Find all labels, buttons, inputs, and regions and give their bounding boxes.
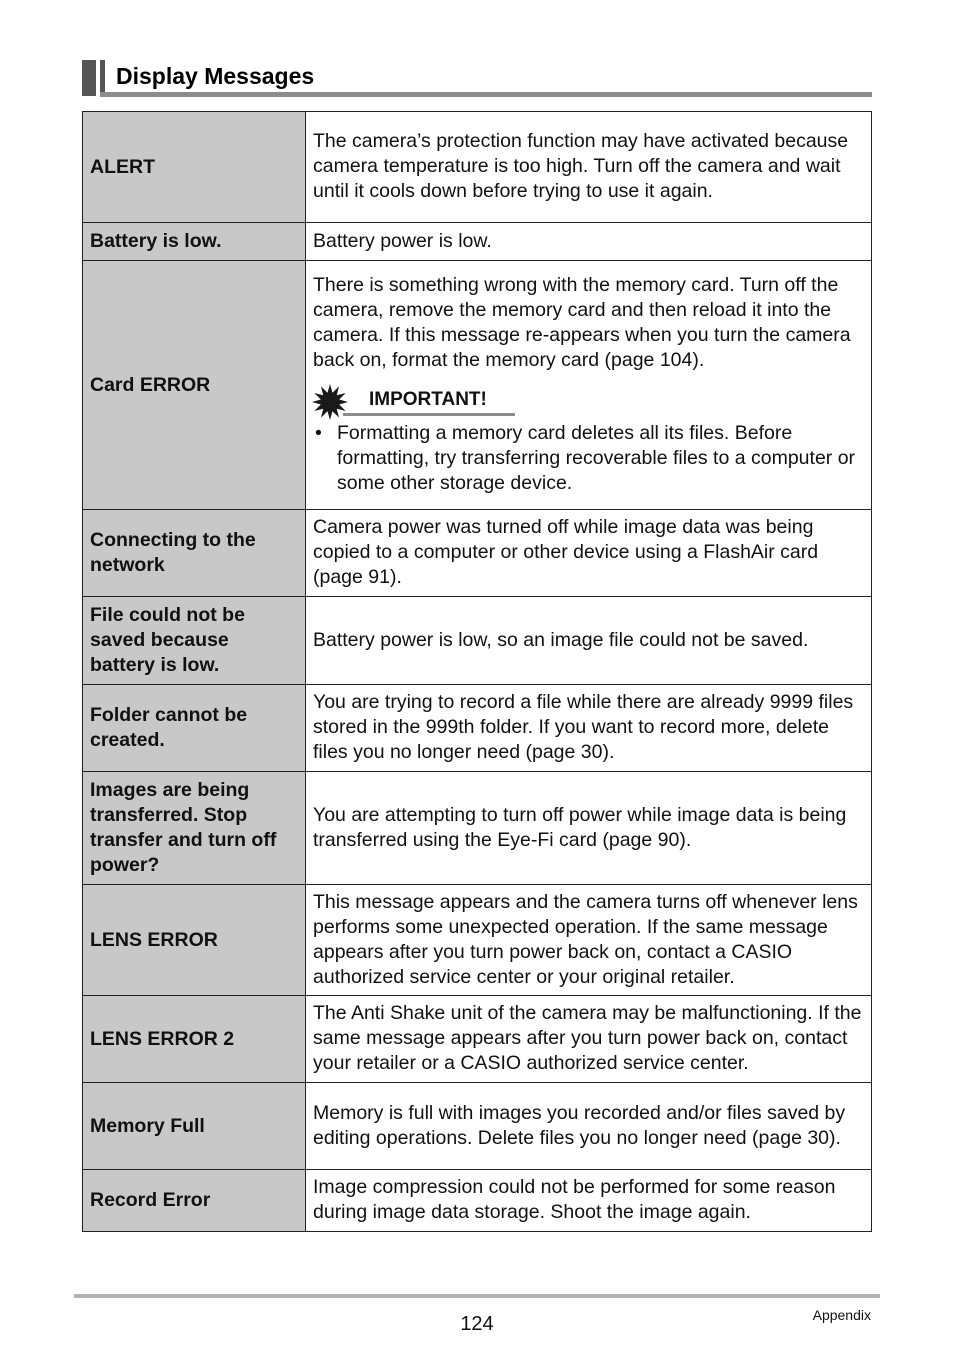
bullet-marker: • xyxy=(315,422,322,444)
message-name: LENS ERROR 2 xyxy=(83,996,306,1083)
message-name: Images are being transferred. Stop transfer and turn off power? xyxy=(83,772,306,885)
message-description: Memory is full with images you recorded and/or files saved by editing operations. Delete files you no longer need (page 30). xyxy=(306,1083,872,1170)
table-row xyxy=(83,510,872,597)
important-callout xyxy=(313,385,864,419)
table-row xyxy=(83,1083,872,1170)
message-name: Battery is low. xyxy=(83,223,306,261)
header-bar-marker-thin xyxy=(100,60,105,96)
table-row xyxy=(83,261,872,510)
table-row xyxy=(83,685,872,772)
message-name: Connecting to the network xyxy=(83,510,306,597)
table-row xyxy=(83,223,872,261)
section-header xyxy=(82,58,872,98)
footer-section-label: Appendix xyxy=(812,1307,871,1323)
message-description: Camera power was turned off while image data was being copied to a computer or other device using a FlashAir card (page 91). xyxy=(306,510,872,597)
section-title: Display Messages xyxy=(116,63,315,89)
message-description: There is something wrong with the memory card. Turn off the camera, remove the memory card and then reload it into the camera. If this message re-appears when you turn the camera back on, format the memory card (page 104). xyxy=(313,274,851,371)
important-underline xyxy=(343,413,515,416)
table-row xyxy=(83,996,872,1083)
section-title-underline xyxy=(100,92,872,97)
table-row xyxy=(83,885,872,996)
message-description: The Anti Shake unit of the camera may be malfunctioning. If the same message appears after you turn power back on, contact your retailer or a CASIO authorized service center. xyxy=(306,996,872,1083)
message-description: You are trying to record a file while there are already 9999 files stored in the 999th folder. If you want to record more, delete files you no longer need (page 30). xyxy=(306,685,872,772)
message-description: Image compression could not be performed for some reason during image data storage. Shoot the image again. xyxy=(306,1170,872,1232)
important-bullet xyxy=(313,421,864,496)
message-name: Record Error xyxy=(83,1170,306,1232)
table-row xyxy=(83,112,872,223)
message-name: LENS ERROR xyxy=(83,885,306,996)
table-row xyxy=(83,772,872,885)
header-bar-marker xyxy=(82,60,96,96)
bullet-text: Formatting a memory card deletes all its files. Before formatting, try transferring recoverable files to a computer or some other storage device. xyxy=(337,422,856,494)
message-description-cell xyxy=(306,261,872,510)
page-number: 124 xyxy=(460,1313,494,1335)
message-description: Battery power is low, so an image file could not be saved. xyxy=(306,597,872,685)
table-row xyxy=(83,597,872,685)
footer-rule xyxy=(74,1294,880,1298)
display-messages-table xyxy=(82,111,872,1232)
message-description: The camera’s protection function may have activated because camera temperature is too high. Turn off the camera and wait until it cools down before trying to use it again. xyxy=(306,112,872,223)
message-name: File could not be saved because battery is low. xyxy=(83,597,306,685)
message-name: ALERT xyxy=(83,112,306,223)
message-name: Card ERROR xyxy=(83,261,306,510)
message-name: Folder cannot be created. xyxy=(83,685,306,772)
message-description: Battery power is low. xyxy=(306,223,872,261)
table-row xyxy=(83,1170,872,1232)
important-label: IMPORTANT! xyxy=(369,389,487,410)
message-name: Memory Full xyxy=(83,1083,306,1170)
message-description: This message appears and the camera turns off whenever lens performs some unexpected operation. If the same message appears after you turn power back on, contact a CASIO authorized service center or your original retailer. xyxy=(306,885,872,996)
message-description: You are attempting to turn off power while image data is being transferred using the Eye-Fi card (page 90). xyxy=(306,772,872,885)
